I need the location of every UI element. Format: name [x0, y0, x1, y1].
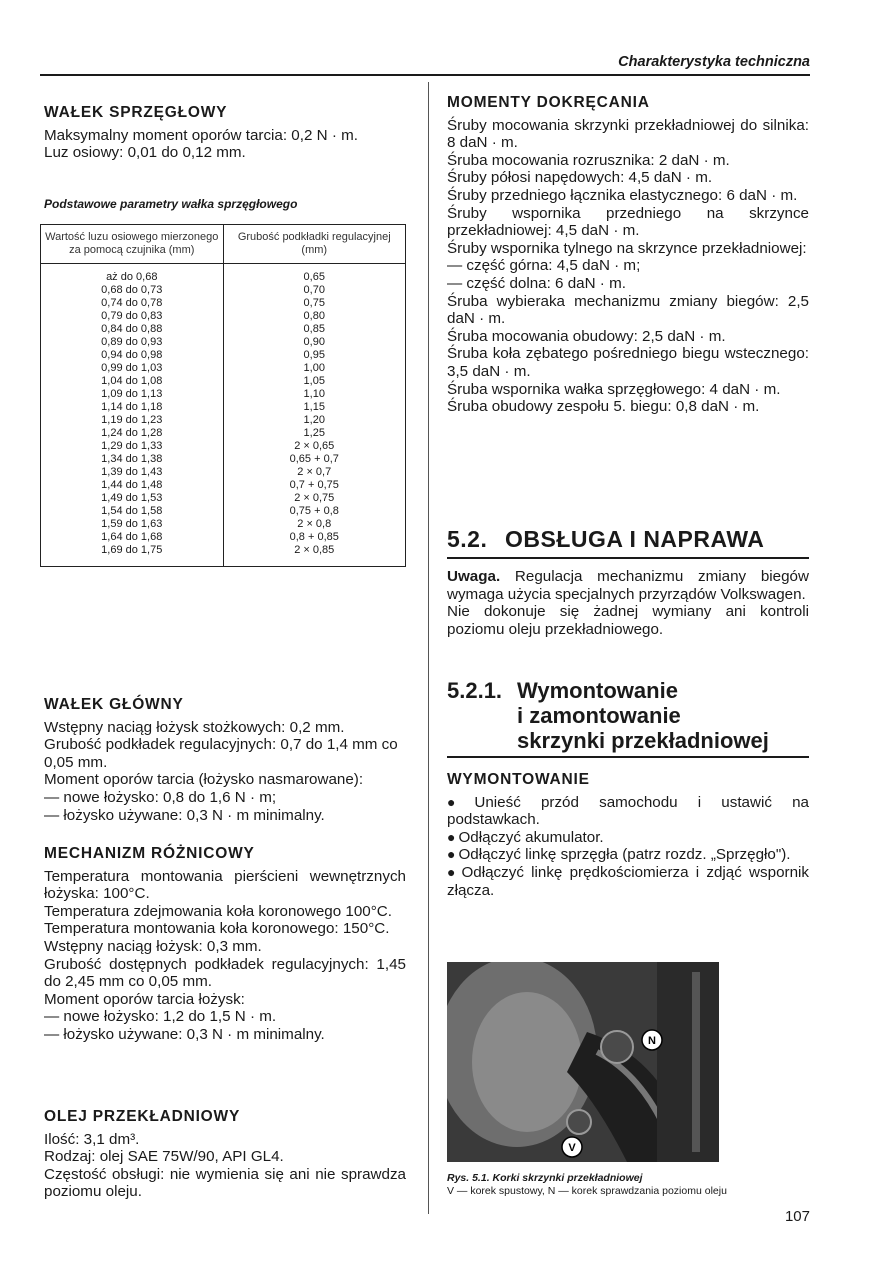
- running-head: Charakterystyka techniczna: [618, 54, 810, 70]
- note-text-2: Nie dokonuje się żadnej wymiany ani kontroli poziomu oleju przekładniowego.: [447, 603, 809, 638]
- table-header-col2: Grubość podkładki regulacyjnej (mm): [223, 224, 406, 263]
- subchapter-title-line2: i zamontowanie: [517, 703, 681, 728]
- table-cell-thickness: 0,75: [223, 297, 406, 310]
- table-cell-range: 1,69 do 1,75: [41, 544, 224, 567]
- table-cell-thickness: 0,65 + 0,7: [223, 453, 406, 466]
- table-row: [41, 518, 406, 531]
- table-cell-thickness: 0,75 + 0,8: [223, 505, 406, 518]
- momenty-line: Śruba mocowania rozrusznika: 2 daN · m.: [447, 151, 730, 169]
- step-item: ● Odłączyć linkę sprzęgła (patrz rozdz. „Sprzęgło").: [447, 846, 791, 864]
- mechanizm-line: Temperatura montowania koła koronowego: 150°C.: [44, 920, 390, 938]
- table-cell-range: 1,54 do 1,58: [41, 505, 224, 518]
- table-row: [41, 310, 406, 323]
- table-cell-thickness: 0,70: [223, 284, 406, 297]
- bullet-icon: ●: [447, 846, 456, 863]
- mechanizm-line: — łożysko używane: 0,3 N · m minimalny.: [44, 1025, 325, 1043]
- table-cell-range: 0,74 do 0,78: [41, 297, 224, 310]
- table-header-col1: Wartość luzu osiowego mierzonego za pomocą czujnika (mm): [41, 224, 224, 263]
- table-row: [41, 388, 406, 401]
- table-row: [41, 544, 406, 567]
- table-row: [41, 427, 406, 440]
- table-cell-range: 1,09 do 1,13: [41, 388, 224, 401]
- table-cell-thickness: 1,10: [223, 388, 406, 401]
- momenty-line: Śruba koła zębatego pośredniego biegu wstecznego: 3,5 daN · m.: [447, 345, 809, 380]
- walek-glowny-line: Wstępny naciąg łożysk stożkowych: 0,2 mm.: [44, 718, 345, 736]
- table-cell-range: 1,59 do 1,63: [41, 518, 224, 531]
- marker-v-label: V: [568, 1142, 576, 1154]
- params-table: [40, 224, 406, 567]
- table-row: [41, 362, 406, 375]
- table-cell-range: 1,29 do 1,33: [41, 440, 224, 453]
- table-cell-thickness: 0,65: [223, 263, 406, 284]
- gearbox-photo-drawing: [447, 962, 719, 1162]
- walek-glowny-line: — nowe łożysko: 0,8 do 1,6 N · m;: [44, 788, 277, 806]
- table-row: [41, 401, 406, 414]
- table-cell-range: 1,64 do 1,68: [41, 531, 224, 544]
- momenty-line: Śruby mocowania skrzynki przekładniowej do silnika: 8 daN · m.: [447, 116, 809, 152]
- page-number: 107: [784, 1208, 810, 1225]
- table-cell-range: 0,89 do 0,93: [41, 336, 224, 349]
- olej-line: Ilość: 3,1 dm³.: [44, 1130, 140, 1148]
- table-cell-thickness: 2 × 0,65: [223, 440, 406, 453]
- table-row: [41, 323, 406, 336]
- momenty-line: Śruba obudowy zespołu 5. biegu: 0,8 daN · m.: [447, 398, 760, 416]
- heading-walek-sprzeglowy: WAŁEK SPRZĘGŁOWY: [44, 104, 228, 121]
- table-row: [41, 505, 406, 518]
- momenty-line: Śruby wspornika tylnego na skrzynce przekładniowej:: [447, 239, 807, 257]
- mechanizm-line: Temperatura montowania pierścieni wewnętrznych łożyska: 100°C.: [44, 867, 406, 903]
- momenty-line: — część dolna: 6 daN · m.: [447, 274, 626, 292]
- momenty-line: Śruba wybieraka mechanizmu zmiany biegów: 2,5 daN · m.: [447, 292, 809, 328]
- subchapter-number: 5.2.1.: [447, 678, 503, 703]
- chapter-number: 5.2.: [447, 526, 488, 552]
- heading-mechanizm: MECHANIZM RÓŻNICOWY: [44, 845, 255, 862]
- table-caption: Podstawowe parametry wałka sprzęgłowego: [44, 197, 298, 211]
- bullet-icon: ●: [447, 828, 456, 845]
- heading-wymontowanie: WYMONTOWANIE: [447, 771, 590, 788]
- table-cell-range: aż do 0,68: [41, 263, 224, 284]
- table-row: [41, 453, 406, 466]
- table-row: [41, 263, 406, 284]
- olej-line: Rodzaj: olej SAE 75W/90, API GL4.: [44, 1148, 284, 1166]
- table-cell-range: 0,84 do 0,88: [41, 323, 224, 336]
- table-cell-thickness: 0,90: [223, 336, 406, 349]
- section-mechanizm-roznicowy: [44, 845, 406, 1044]
- mechanizm-line: Moment oporów tarcia łożysk:: [44, 990, 245, 1008]
- table-row: [41, 466, 406, 479]
- table-cell-thickness: 1,00: [223, 362, 406, 375]
- table-cell-range: 1,49 do 1,53: [41, 492, 224, 505]
- table-row: [41, 531, 406, 544]
- figure-caption-text: V — korek spustowy, N — korek sprawdzania poziomu oleju: [447, 1185, 727, 1197]
- walek-sprzeglowy-line: Maksymalny moment oporów tarcia: 0,2 N · m.: [44, 126, 358, 144]
- figure-caption: [447, 1172, 811, 1198]
- step-item: ● Odłączyć akumulator.: [447, 828, 604, 846]
- table-cell-thickness: 2 × 0,7: [223, 466, 406, 479]
- section-wymontowanie: [447, 771, 809, 899]
- table-cell-thickness: 0,7 + 0,75: [223, 479, 406, 492]
- heading-olej: OLEJ PRZEKŁADNIOWY: [44, 1108, 241, 1125]
- table-cell-thickness: 1,05: [223, 375, 406, 388]
- table-cell-thickness: 2 × 0,8: [223, 518, 406, 531]
- table-cell-range: 1,19 do 1,23: [41, 414, 224, 427]
- bullet-icon: ●: [447, 863, 459, 880]
- walek-glowny-line: Moment oporów tarcia (łożysko nasmarowane):: [44, 771, 364, 789]
- table-row: [41, 440, 406, 453]
- params-table-block: [44, 196, 406, 567]
- note-block: [447, 568, 809, 638]
- column-divider: [428, 82, 429, 1214]
- table-cell-thickness: 0,80: [223, 310, 406, 323]
- table-row: [41, 375, 406, 388]
- subchapter-title-line3: skrzynki przekładniowej: [517, 728, 769, 753]
- table-cell-range: 1,14 do 1,18: [41, 401, 224, 414]
- table-cell-range: 1,04 do 1,08: [41, 375, 224, 388]
- table-cell-range: 0,99 do 1,03: [41, 362, 224, 375]
- walek-glowny-line: — łożysko używane: 0,3 N · m minimalny.: [44, 806, 325, 824]
- step-item: ● Unieść przód samochodu i ustawić na podstawkach.: [447, 793, 809, 829]
- table-row: [41, 297, 406, 310]
- note-text: Regulacja mechanizmu zmiany biegów wymaga użycia specjalnych przyrządów Volkswagen.: [447, 568, 809, 603]
- olej-line: Częstość obsługi: nie wymienia się ani nie sprawdza poziomu oleju.: [44, 1165, 406, 1201]
- table-cell-thickness: 1,15: [223, 401, 406, 414]
- table-cell-range: 1,39 do 1,43: [41, 466, 224, 479]
- figure-caption-title: Rys. 5.1. Korki skrzynki przekładniowej: [447, 1172, 643, 1184]
- section-momenty: [447, 94, 809, 416]
- table-row: [41, 492, 406, 505]
- mechanizm-line: Temperatura zdejmowania koła koronowego 100°C.: [44, 902, 392, 920]
- table-row: [41, 349, 406, 362]
- table-cell-thickness: 0,8 + 0,85: [223, 531, 406, 544]
- momenty-line: Śruba mocowania obudowy: 2,5 daN · m.: [447, 327, 726, 345]
- step-item: ● Odłączyć linkę prędkościomierza i zdjąć wspornik złącza.: [447, 863, 809, 899]
- table-row: [41, 336, 406, 349]
- section-olej: [44, 1108, 406, 1201]
- momenty-line: Śruby wspornika przedniego na skrzynce przekładniowej: 4,5 daN · m.: [447, 204, 809, 240]
- chapter-heading: [447, 526, 809, 559]
- walek-sprzeglowy-line: Luz osiowy: 0,01 do 0,12 mm.: [44, 144, 246, 162]
- mechanizm-line: — nowe łożysko: 1,2 do 1,5 N · m.: [44, 1008, 277, 1026]
- header-rule: [40, 74, 810, 76]
- table-cell-range: 0,68 do 0,73: [41, 284, 224, 297]
- table-cell-range: 1,44 do 1,48: [41, 479, 224, 492]
- section-walek-sprzeglowy: [44, 104, 406, 162]
- section-walek-glowny: [44, 696, 406, 824]
- momenty-line: Śruby półosi napędowych: 4,5 daN · m.: [447, 169, 713, 187]
- table-cell-range: 1,24 do 1,28: [41, 427, 224, 440]
- momenty-line: Śruba wspornika wałka sprzęgłowego: 4 daN · m.: [447, 380, 781, 398]
- momenty-line: Śruby przedniego łącznika elastycznego: 6 daN · m.: [447, 186, 798, 204]
- marker-n-label: N: [648, 1035, 656, 1047]
- table-cell-thickness: 2 × 0,85: [223, 544, 406, 567]
- table-cell-thickness: 1,20: [223, 414, 406, 427]
- mechanizm-line: Wstępny naciąg łożysk: 0,3 mm.: [44, 937, 262, 955]
- heading-walek-glowny: WAŁEK GŁÓWNY: [44, 696, 184, 713]
- table-cell-thickness: 2 × 0,75: [223, 492, 406, 505]
- table-cell-thickness: 1,25: [223, 427, 406, 440]
- table-cell-thickness: 0,95: [223, 349, 406, 362]
- table-cell-range: 0,79 do 0,83: [41, 310, 224, 323]
- table-cell-thickness: 0,85: [223, 323, 406, 336]
- subchapter-title-line1: Wymontowanie: [517, 678, 678, 703]
- table-row: [41, 414, 406, 427]
- subchapter-rule: [447, 756, 809, 758]
- table-row: [41, 284, 406, 297]
- table-row: [41, 479, 406, 492]
- bullet-icon: ●: [447, 793, 472, 810]
- momenty-line: — część górna: 4,5 daN · m;: [447, 257, 641, 275]
- walek-glowny-line: Grubość podkładek regulacyjnych: 0,7 do 1,4 mm co 0,05 mm.: [44, 736, 398, 771]
- note-label: Uwaga.: [447, 568, 501, 585]
- mechanizm-line: Grubość dostępnych podkładek regulacyjnych: 1,45 do 2,45 mm co 0,05 mm.: [44, 955, 406, 991]
- table-cell-range: 0,94 do 0,98: [41, 349, 224, 362]
- table-cell-range: 1,34 do 1,38: [41, 453, 224, 466]
- gearbox-photo: [447, 962, 719, 1162]
- heading-momenty: MOMENTY DOKRĘCANIA: [447, 94, 650, 111]
- subchapter-heading: [447, 678, 809, 758]
- chapter-title: OBSŁUGA I NAPRAWA: [505, 526, 765, 552]
